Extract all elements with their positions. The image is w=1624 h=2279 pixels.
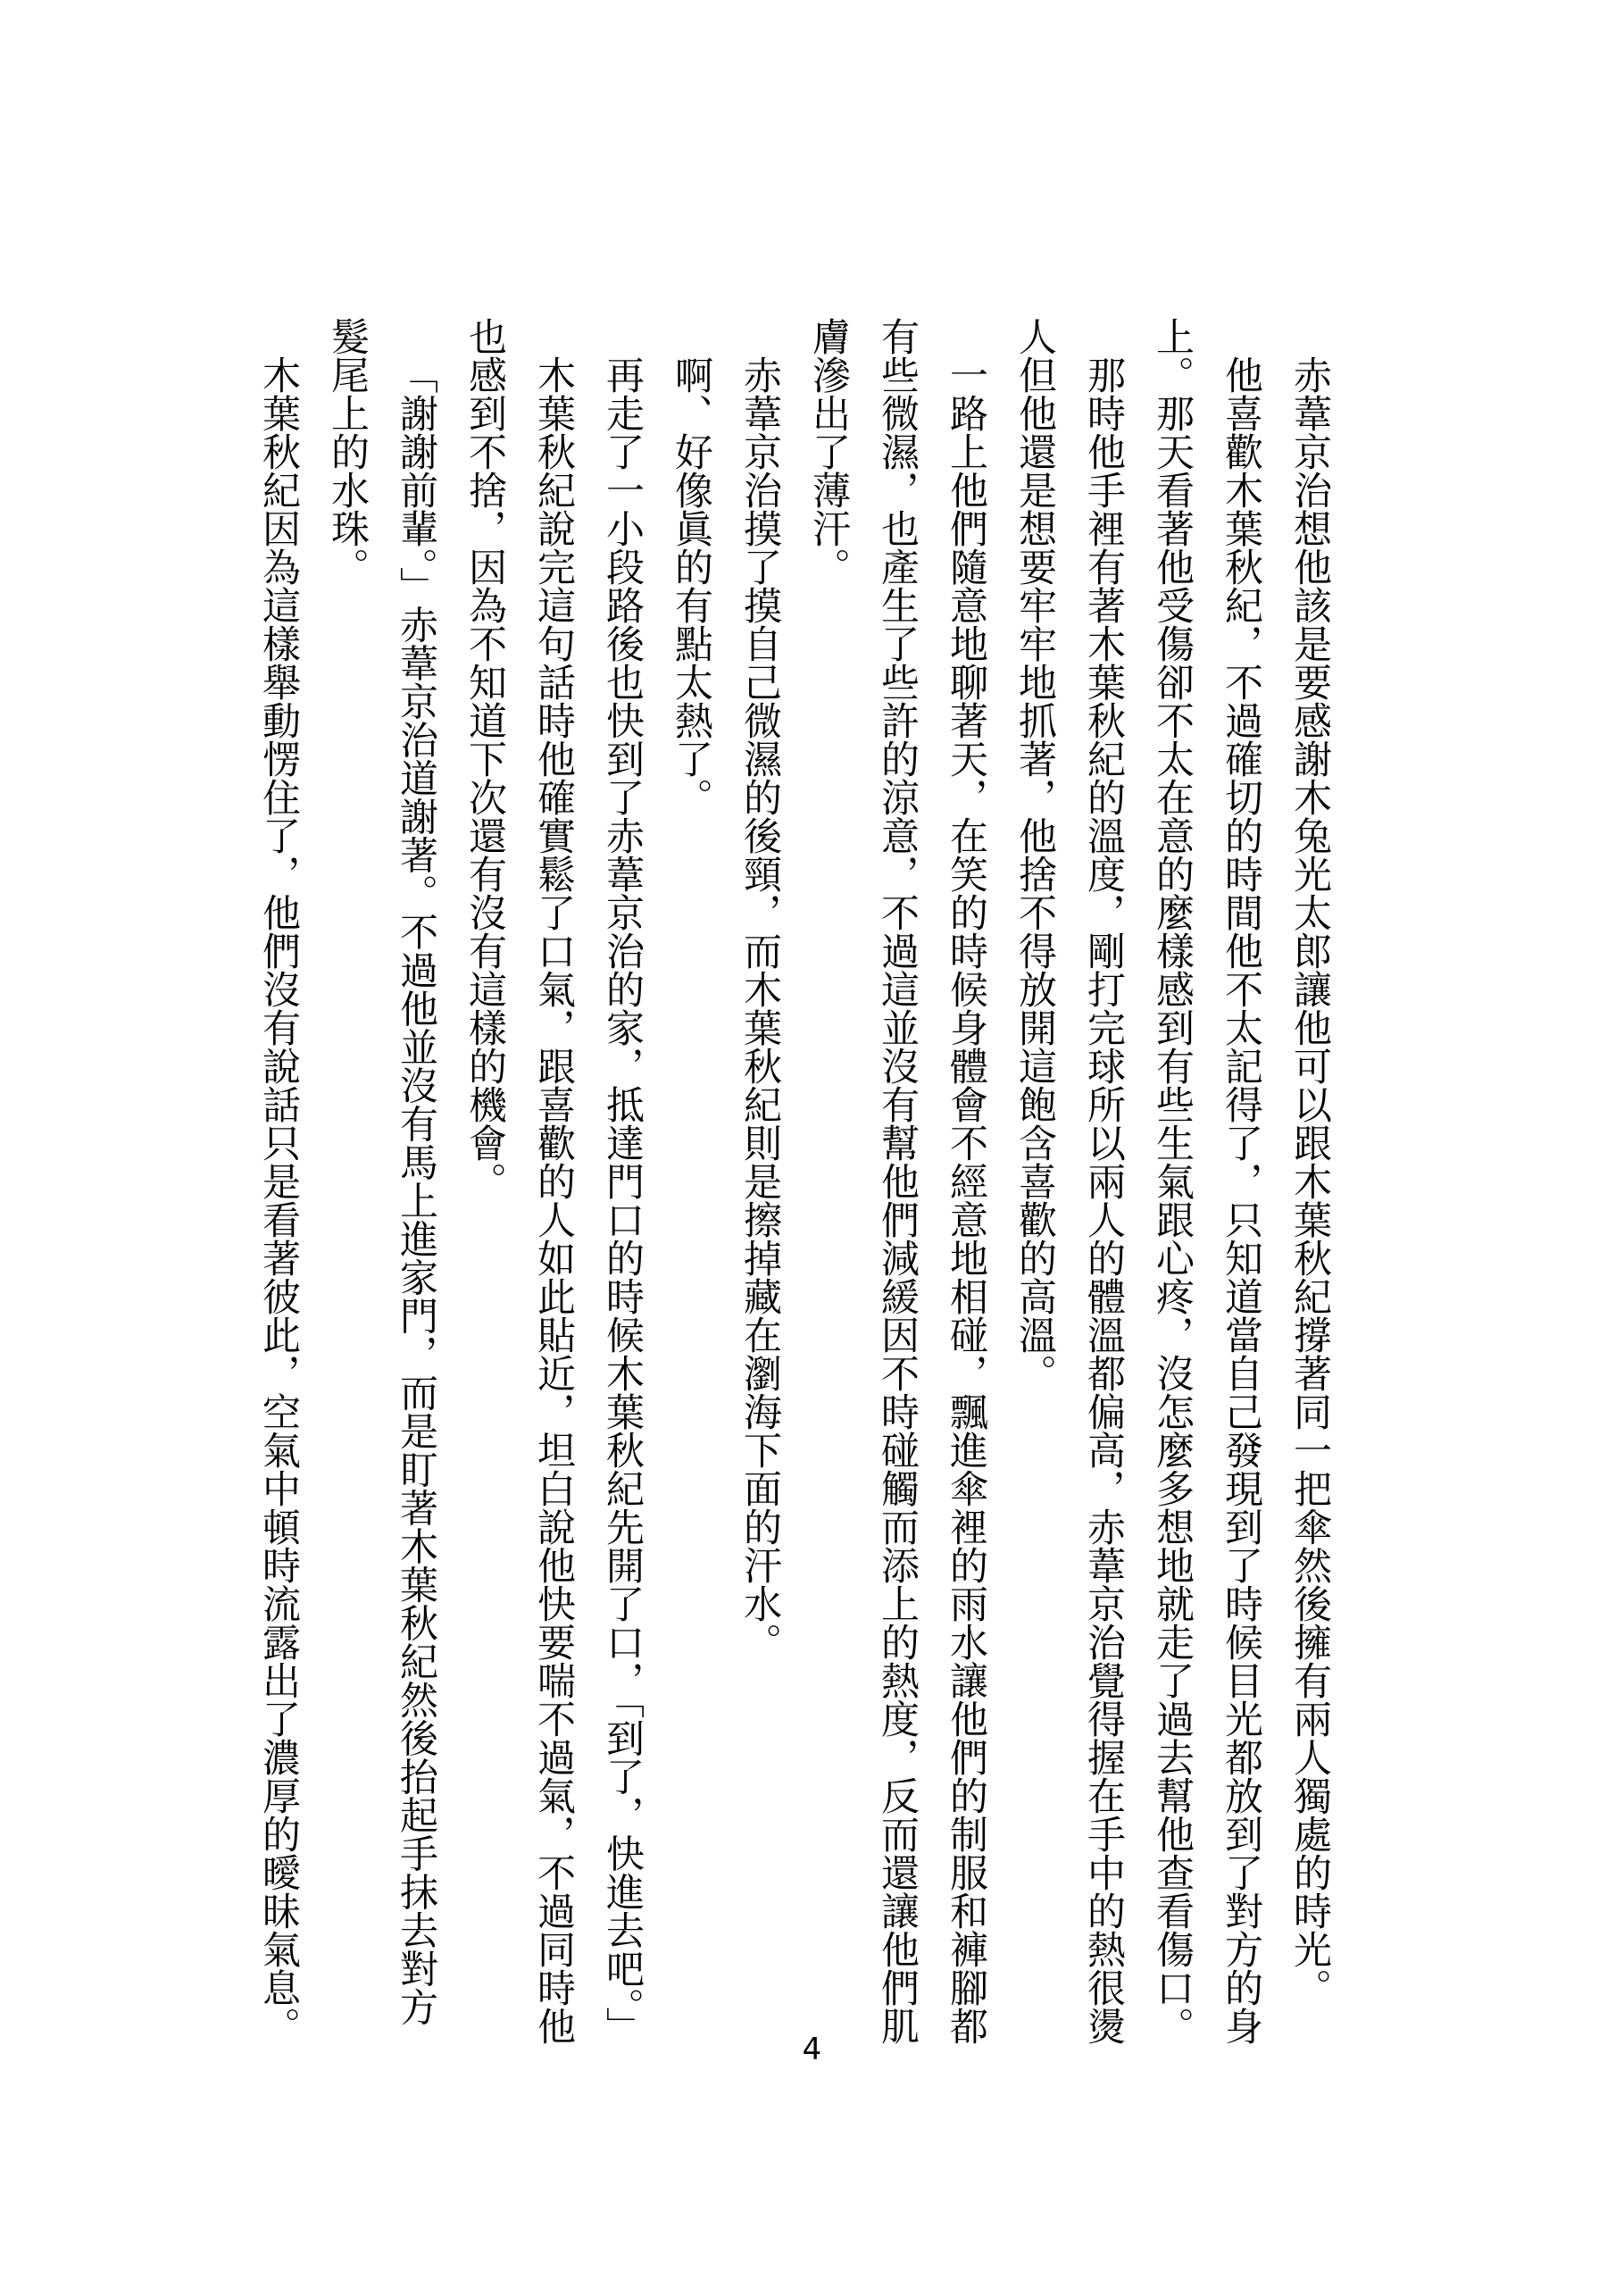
paragraph: 啊、好像眞的有點太熱了。 bbox=[669, 355, 713, 816]
paragraph: 那時他手裡有著木葉秋紀的溫度，剛打完球所以兩人的體溫都偏高，赤葦京治覺得握在手中的熱很燙人但他還是想要牢牢地抓著，他捨不得放開這飽含喜歡的高溫。 bbox=[1012, 317, 1126, 2045]
paragraph: 赤葦京治想他該是要感謝木兔光太郎讓他可以跟木葉秋紀撐著同一把傘然後擁有兩人獨處的時光。 bbox=[1287, 355, 1332, 2007]
paragraph: 他喜歡木葉秋紀，不過確切的時間他不太記得了，只知道當自己發現到了時候目光都放到了對方的身上。那天看著他受傷卻不太在意的麼樣感到有些生氣跟心疼，沒怎麼多想地就走了過去幫他查看傷口。 bbox=[1150, 317, 1263, 2045]
vertical-text-body bbox=[256, 317, 1344, 2058]
paragraph: 木葉秋紀說完這句話時他確實鬆了口氣，跟喜歡的人如此貼近，坦白說他快要喘不過氣，不過同時他也感到不捨，因為不知道下次還有沒有這樣的機會。 bbox=[462, 317, 576, 2045]
paragraph: 赤葦京治摸了摸自己微濕的後頸，而木葉秋紀則是擦掉藏在瀏海下面的汗水。 bbox=[737, 355, 782, 1661]
paragraph: 一路上他們隨意地聊著天，在笑的時候身體會不經意地相碰，飄進傘裡的雨水讓他們的制服和褲腳都有些微濕，也產生了些許的涼意，不過這並沒有幫他們減緩因不時碰觸而添上的熱度，反而還讓他們肌膚滲出了薄汗。 bbox=[806, 317, 988, 2045]
paragraph: 再走了一小段路後也快到了赤葦京治的家，抵達門口的時候木葉秋紀先開了口，「到了，快進去吧。」 bbox=[600, 355, 645, 2045]
paragraph: 「謝謝前輩。」赤葦京治道謝著。不過他並沒有馬上進家門，而是盯著木葉秋紀然後抬起手抹去對方髮尾上的水珠。 bbox=[325, 317, 438, 2026]
page-number: 4 bbox=[802, 2032, 822, 2067]
paragraph: 木葉秋紀因為這樣舉動愣住了，他們沒有說話只是看著彼此，空氣中頓時流露出了濃厚的曖昧氣息。 bbox=[256, 355, 301, 2045]
